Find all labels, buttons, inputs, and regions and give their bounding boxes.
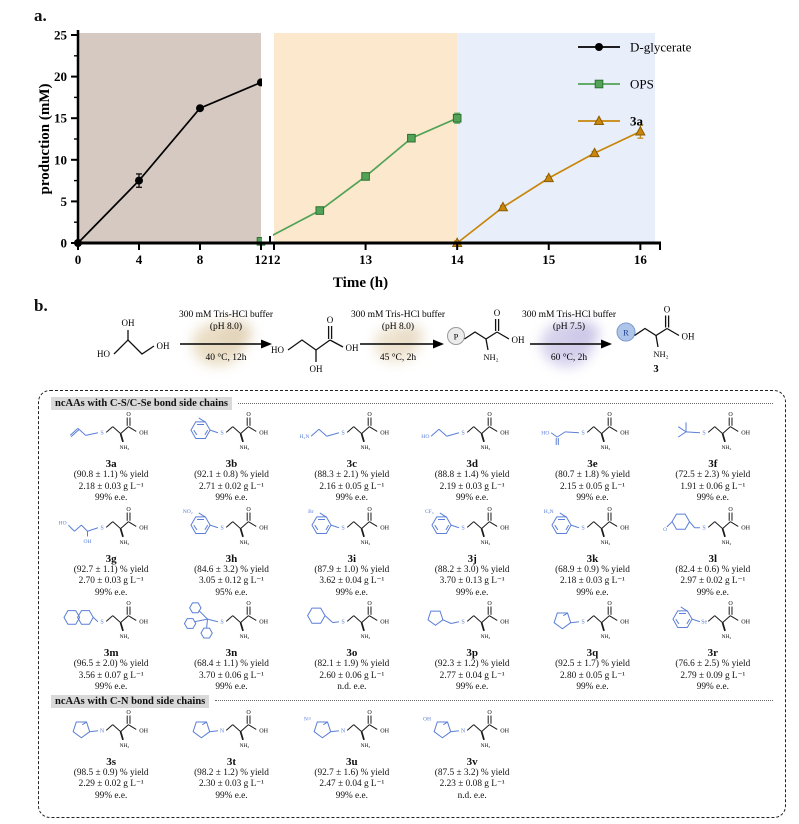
panel-a-label: a.: [34, 6, 47, 25]
svg-text:O: O: [487, 412, 492, 419]
svg-text:S: S: [220, 525, 225, 532]
compound-card: [171, 410, 291, 505]
compound-ee: 99% e.e.: [576, 493, 609, 503]
atom-label: OH: [121, 318, 135, 328]
compound-ee: 99% e.e.: [95, 790, 128, 801]
svg-text:16: 16: [633, 252, 647, 267]
compound-yield: (90.8 ± 1.1) % yield: [73, 470, 149, 480]
compound-ee: 99% e.e.: [335, 493, 368, 503]
compound-titer: 2.60 ± 0.06 g L⁻¹: [319, 670, 385, 681]
step3-ph: (pH 7.5): [552, 322, 586, 332]
step1-ph: (pH 8.0): [209, 322, 243, 332]
compound-titer: 2.47 ± 0.04 g L⁻¹: [319, 779, 385, 789]
svg-text:O: O: [728, 506, 733, 513]
compound-yield: (96.5 ± 2.0) % yield: [73, 659, 149, 669]
compound-titer: 3.62 ± 0.04 g L⁻¹: [319, 576, 385, 586]
svg-text:Se: Se: [700, 619, 707, 626]
svg-text:NH₂: NH₂: [360, 742, 371, 749]
svg-text:S: S: [461, 525, 465, 532]
structure-drawing: [296, 600, 408, 647]
svg-text:HO: HO: [421, 433, 430, 440]
atom-label: NH₂: [653, 349, 669, 359]
svg-text:O: O: [126, 709, 131, 716]
compound-yield: (92.1 ± 0.8) % yield: [194, 470, 269, 480]
molecule-glycerate: [288, 326, 343, 362]
svg-text:S: S: [702, 430, 706, 437]
compound-yield: (92.3 ± 1.2) % yield: [434, 659, 510, 669]
atom-label: OH: [156, 341, 170, 351]
svg-text:NH₂: NH₂: [480, 633, 491, 640]
compound-id: 3q: [586, 647, 599, 659]
compound-yield: (68.4 ± 1.1) % yield: [194, 659, 269, 669]
compound-titer: 2.16 ± 0.05 g L⁻¹: [319, 481, 385, 492]
compound-ee: 99% e.e.: [95, 682, 128, 692]
compound-titer: 2.29 ± 0.02 g L⁻¹: [78, 779, 144, 789]
svg-text:15: 15: [54, 110, 67, 126]
compound-id: 3s: [106, 755, 117, 768]
compound-id: 3g: [105, 552, 117, 565]
structure-drawing: [55, 506, 167, 553]
structure-drawing: [175, 411, 287, 458]
svg-text:20: 20: [54, 69, 67, 85]
step1-buffer: 300 mM Tris-HCl buffer: [178, 310, 274, 320]
svg-text:3a: 3a: [630, 113, 643, 129]
compound-ee: 99% e.e.: [576, 587, 609, 598]
compound-yield: (88.2 ± 3.0) % yield: [434, 564, 510, 575]
compound-ee: 99% e.e.: [215, 493, 248, 503]
svg-text:4: 4: [135, 252, 143, 267]
compound-card: [171, 599, 291, 694]
svg-text:NH₂: NH₂: [240, 444, 250, 451]
svg-text:S: S: [100, 430, 104, 437]
compound-card: [292, 599, 412, 694]
compound-ee: 99% e.e.: [696, 682, 729, 692]
svg-text:OH: OH: [500, 619, 510, 626]
svg-text:OH: OH: [620, 525, 630, 531]
svg-text:OH: OH: [380, 430, 389, 437]
compound-grid-cn: [51, 708, 773, 803]
compound-ee: 99% e.e.: [215, 790, 248, 801]
compound-ee: 99% e.e.: [95, 493, 128, 503]
compound-id: 3n: [225, 647, 238, 659]
svg-text:HO: HO: [58, 519, 67, 526]
svg-text:OH: OH: [259, 430, 269, 437]
svg-text:NH₂: NH₂: [360, 539, 371, 546]
compound-ee: n.d. e.e.: [457, 790, 487, 801]
compound-id: 3r: [707, 647, 719, 659]
compound-yield: (84.6 ± 3.2) % yield: [194, 564, 269, 575]
compound-id: 3d: [466, 458, 478, 470]
svg-text:0: 0: [74, 252, 82, 267]
svg-text:S: S: [220, 430, 225, 437]
compound-yield: (72.5 ± 2.3) % yield: [675, 470, 751, 480]
compound-titer: 2.23 ± 0.08 g L⁻¹: [439, 779, 505, 789]
svg-text:NO₂: NO₂: [183, 508, 194, 515]
svg-text:15: 15: [542, 252, 556, 267]
reaction-scheme: [0, 292, 799, 392]
structure-drawing: [296, 506, 408, 553]
svg-text:OH: OH: [139, 525, 149, 531]
svg-text:H₂N: H₂N: [544, 508, 555, 515]
svg-text:14: 14: [450, 252, 464, 267]
svg-text:O: O: [607, 412, 613, 419]
compound-yield: (80.7 ± 1.8) % yield: [555, 470, 630, 480]
structure-drawing: [536, 600, 648, 647]
atom-label: NH₂: [483, 352, 499, 362]
compound-titer: 1.91 ± 0.06 g L⁻¹: [680, 481, 746, 492]
compound-card: [412, 410, 532, 505]
dotted-leader: [238, 402, 773, 404]
compound-ee: 99% e.e.: [335, 790, 368, 801]
svg-text:H₂N: H₂N: [299, 433, 310, 440]
compound-card: [653, 505, 773, 600]
svg-text:O: O: [126, 412, 131, 419]
svg-text:S: S: [220, 619, 225, 626]
svg-text:S: S: [341, 430, 345, 437]
compound-id: 3i: [347, 552, 357, 565]
atom-label: OH: [345, 343, 359, 353]
compound-id: 3p: [466, 647, 478, 659]
structure-drawing: [416, 600, 528, 647]
atom-label: P: [453, 331, 459, 342]
svg-text:N: N: [340, 728, 346, 735]
structure-drawing: [416, 411, 528, 458]
compound-titer: 2.79 ± 0.09 g L⁻¹: [680, 670, 746, 681]
compound-card: [653, 599, 773, 694]
compound-ee: 99% e.e.: [456, 682, 489, 692]
compound-id: 3a: [105, 458, 117, 470]
atom-label: HO: [97, 349, 110, 359]
step2-ph: (pH 8.0): [381, 322, 415, 332]
atom-label: O: [326, 315, 334, 325]
svg-text:NH₂: NH₂: [119, 633, 130, 640]
svg-text:OH: OH: [259, 619, 269, 626]
svg-text:NH₂: NH₂: [360, 633, 371, 640]
product-number: 3: [653, 364, 659, 375]
compound-ee: 99% e.e.: [215, 682, 248, 692]
atom-label: O: [493, 308, 501, 318]
svg-text:OH: OH: [259, 525, 269, 531]
compound-titer: 2.77 ± 0.04 g L⁻¹: [439, 670, 505, 681]
svg-text:Br: Br: [307, 508, 314, 515]
svg-text:OH: OH: [380, 525, 389, 531]
atom-label: R: [623, 327, 629, 338]
compound-yield: (92.7 ± 1.1) % yield: [73, 564, 149, 575]
compound-card: [51, 410, 171, 505]
compound-card: [532, 505, 652, 600]
structure-drawing: [416, 506, 528, 553]
svg-text:NH₂: NH₂: [721, 539, 732, 546]
svg-text:NH₂: NH₂: [360, 444, 371, 451]
compound-titer: 3.05 ± 0.12 g L⁻¹: [199, 576, 264, 586]
compound-card: [51, 505, 171, 600]
compound-id: 3o: [346, 647, 358, 659]
compound-yield: (82.1 ± 1.9) % yield: [314, 659, 390, 669]
svg-text:S: S: [341, 525, 345, 532]
svg-text:NH₂: NH₂: [240, 633, 250, 640]
compound-yield: (92.7 ± 1.6) % yield: [314, 767, 390, 778]
svg-text:O: O: [728, 412, 733, 419]
svg-text:0: 0: [60, 235, 67, 251]
step2-conditions: 45 °C, 2h: [379, 353, 417, 363]
compound-library-box: [38, 390, 786, 818]
compound-card: [292, 708, 412, 803]
compound-card: [412, 708, 532, 803]
svg-text:S: S: [100, 525, 104, 532]
compound-yield: (98.2 ± 1.2) % yield: [194, 767, 269, 778]
svg-text:O: O: [728, 601, 733, 608]
svg-text:13: 13: [359, 252, 373, 267]
compound-grid-cs: [51, 410, 773, 694]
compound-card: [532, 599, 652, 694]
svg-text:O: O: [126, 506, 131, 513]
atom-label: OH: [511, 335, 525, 345]
section-header-cs-cse: [51, 397, 773, 410]
structure-drawing: [55, 709, 167, 756]
section-header-cn: [51, 695, 773, 708]
svg-text:10: 10: [54, 152, 67, 168]
svg-text:O: O: [607, 506, 613, 513]
svg-text:25: 25: [54, 27, 67, 43]
compound-card: [51, 708, 171, 803]
svg-text:OH: OH: [500, 430, 510, 437]
compound-titer: 2.80 ± 0.05 g L⁻¹: [560, 670, 625, 681]
svg-text:OH: OH: [139, 430, 149, 437]
svg-text:OH: OH: [620, 619, 630, 626]
compound-card: [171, 708, 291, 803]
structure-drawing: [657, 506, 769, 553]
svg-text:S: S: [581, 430, 586, 437]
svg-text:NH₂: NH₂: [721, 444, 732, 451]
compound-id: 3l: [708, 552, 718, 565]
svg-text:OH: OH: [380, 619, 389, 626]
svg-text:S: S: [341, 619, 345, 626]
compound-ee: n.d. e.e.: [337, 682, 367, 692]
svg-text:Time (h): Time (h): [332, 275, 389, 291]
svg-text:NH₂: NH₂: [480, 742, 491, 749]
step1-conditions: 40 °C, 12h: [205, 353, 247, 363]
compound-titer: 2.30 ± 0.03 g L⁻¹: [199, 779, 264, 789]
chart-canvas: [0, 0, 799, 296]
svg-text:S: S: [581, 619, 586, 626]
svg-text:S: S: [100, 619, 104, 626]
svg-text:OH: OH: [139, 619, 149, 626]
step3-conditions: 60 °C, 2h: [550, 353, 588, 363]
svg-text:OH: OH: [741, 525, 750, 531]
structure-drawing: [416, 709, 528, 756]
svg-text:OH: OH: [500, 525, 510, 531]
compound-card: [292, 410, 412, 505]
compound-id: 3j: [467, 552, 477, 565]
structure-drawing: [657, 600, 769, 647]
panel-b-label: b.: [34, 296, 48, 315]
svg-text:O: O: [126, 601, 131, 608]
section-title: ncAAs with C-S/C-Se bond side chains: [51, 397, 232, 410]
compound-id: 3m: [103, 647, 119, 659]
svg-text:O: O: [246, 601, 252, 608]
compound-id: 3v: [466, 755, 478, 768]
compound-titer: 2.19 ± 0.03 g L⁻¹: [439, 481, 505, 492]
compound-card: [412, 599, 532, 694]
compound-yield: (92.5 ± 1.7) % yield: [555, 659, 630, 669]
compound-card: [653, 410, 773, 505]
svg-text:12: 12: [254, 252, 268, 267]
compound-yield: (82.4 ± 0.6) % yield: [675, 564, 751, 575]
atom-label: O: [663, 304, 671, 315]
compound-card: [412, 505, 532, 600]
compound-id: 3e: [587, 458, 598, 470]
svg-text:NH₂: NH₂: [119, 444, 130, 451]
svg-text:N≡: N≡: [303, 715, 311, 722]
compound-ee: 99% e.e.: [456, 587, 489, 598]
atom-label: OH: [681, 331, 695, 342]
molecule-glycerol: [114, 330, 154, 354]
compound-card: [51, 599, 171, 694]
svg-text:N: N: [461, 728, 466, 735]
structure-drawing: [536, 411, 648, 458]
compound-id: 3b: [225, 458, 238, 470]
svg-text:OH: OH: [741, 430, 750, 437]
production-chart: [0, 0, 799, 296]
svg-text:O: O: [487, 601, 492, 608]
structure-drawing: [296, 709, 408, 756]
svg-text:NH₂: NH₂: [240, 539, 250, 546]
svg-text:O: O: [367, 506, 372, 513]
svg-text:S: S: [461, 430, 465, 437]
svg-text:NH₂: NH₂: [601, 539, 611, 546]
compound-id: 3c: [346, 458, 358, 470]
compound-ee: 99% e.e.: [696, 587, 729, 598]
svg-text:NH₂: NH₂: [240, 742, 250, 749]
svg-text:OH: OH: [423, 715, 432, 722]
compound-yield: (88.8 ± 1.4) % yield: [434, 470, 510, 480]
compound-id: 3u: [346, 755, 358, 768]
compound-id: 3f: [708, 458, 718, 470]
compound-card: [292, 505, 412, 600]
svg-text:O: O: [487, 506, 492, 513]
compound-yield: (88.3 ± 2.1) % yield: [314, 470, 390, 480]
svg-text:CF₃: CF₃: [425, 508, 434, 515]
structure-drawing: [55, 411, 167, 458]
compound-ee: 99% e.e.: [95, 587, 128, 598]
svg-text:D-glycerate: D-glycerate: [630, 39, 692, 55]
compound-card: [532, 410, 652, 505]
structure-drawing: [175, 709, 287, 756]
compound-id: 3h: [225, 552, 238, 565]
svg-text:OH: OH: [380, 728, 389, 734]
svg-text:OH: OH: [500, 728, 510, 734]
svg-text:O: O: [246, 709, 252, 716]
svg-text:S: S: [461, 619, 465, 626]
section-title: ncAAs with C-N bond side chains: [51, 695, 209, 708]
svg-text:5: 5: [60, 193, 67, 209]
structure-drawing: [175, 506, 287, 553]
svg-text:NH₂: NH₂: [601, 633, 611, 640]
step3-buffer: 300 mM Tris-HCl buffer: [521, 310, 617, 320]
compound-titer: 2.71 ± 0.02 g L⁻¹: [199, 481, 264, 492]
svg-text:N: N: [100, 728, 105, 735]
svg-text:OPS: OPS: [630, 76, 654, 92]
svg-text:8: 8: [196, 252, 204, 267]
svg-text:OH: OH: [259, 728, 269, 734]
compound-yield: (87.9 ± 1.0) % yield: [314, 564, 390, 575]
svg-text:NH₂: NH₂: [480, 444, 491, 451]
svg-text:NH₂: NH₂: [119, 742, 130, 749]
atom-label: OH: [309, 364, 323, 374]
compound-titer: 2.97 ± 0.02 g L⁻¹: [680, 576, 746, 586]
compound-card: [171, 505, 291, 600]
svg-text:O: O: [367, 709, 372, 716]
svg-text:NH₂: NH₂: [601, 444, 611, 451]
compound-ee: 95% e.e.: [215, 587, 248, 598]
compound-titer: 2.18 ± 0.03 g L⁻¹: [560, 576, 625, 586]
svg-text:O: O: [246, 412, 252, 419]
compound-titer: 2.15 ± 0.05 g L⁻¹: [560, 481, 625, 492]
atom-label: HO: [271, 345, 284, 355]
svg-text:O: O: [487, 709, 492, 716]
svg-text:OH: OH: [83, 538, 92, 545]
svg-text:O: O: [367, 412, 372, 419]
compound-yield: (98.5 ± 0.9) % yield: [73, 767, 149, 778]
svg-text:O: O: [367, 601, 372, 608]
structure-drawing: [175, 600, 287, 647]
structure-drawing: [296, 411, 408, 458]
compound-id: 3t: [226, 755, 237, 768]
structure-drawing: [657, 411, 769, 458]
dotted-leader: [215, 699, 773, 701]
structure-drawing: [536, 506, 648, 553]
svg-text:OH: OH: [741, 619, 750, 626]
svg-text:HO: HO: [541, 430, 550, 437]
structure-drawing: [55, 600, 167, 647]
svg-text:NH₂: NH₂: [721, 633, 732, 640]
compound-yield: (76.6 ± 2.5) % yield: [675, 659, 751, 669]
compound-yield: (68.9 ± 0.9) % yield: [555, 564, 630, 575]
compound-ee: 99% e.e.: [696, 493, 729, 503]
compound-ee: 99% e.e.: [456, 493, 489, 503]
compound-titer: 3.56 ± 0.07 g L⁻¹: [78, 670, 144, 681]
svg-text:production (mM): production (mM): [37, 83, 53, 195]
svg-text:12: 12: [267, 252, 281, 267]
reaction-scheme-canvas: [0, 292, 799, 392]
svg-text:OH: OH: [139, 728, 149, 734]
compound-titer: 2.18 ± 0.03 g L⁻¹: [78, 481, 144, 492]
svg-text:OH: OH: [620, 430, 630, 437]
step2-buffer: 300 mM Tris-HCl buffer: [350, 310, 446, 320]
compound-ee: 99% e.e.: [335, 587, 368, 598]
svg-text:O: O: [663, 526, 667, 533]
svg-text:O: O: [246, 506, 252, 513]
svg-text:S: S: [581, 525, 586, 532]
svg-text:O: O: [607, 601, 613, 608]
compound-titer: 2.70 ± 0.03 g L⁻¹: [78, 576, 144, 586]
compound-ee: 99% e.e.: [576, 682, 609, 692]
compound-yield: (87.5 ± 3.2) % yield: [434, 767, 510, 778]
compound-titer: 3.70 ± 0.06 g L⁻¹: [199, 670, 264, 681]
compound-id: 3k: [586, 552, 599, 565]
svg-text:N: N: [220, 728, 225, 735]
svg-text:NH₂: NH₂: [480, 539, 491, 546]
svg-text:NH₂: NH₂: [119, 539, 130, 546]
compound-titer: 3.70 ± 0.13 g L⁻¹: [439, 576, 505, 586]
svg-text:S: S: [702, 525, 706, 532]
